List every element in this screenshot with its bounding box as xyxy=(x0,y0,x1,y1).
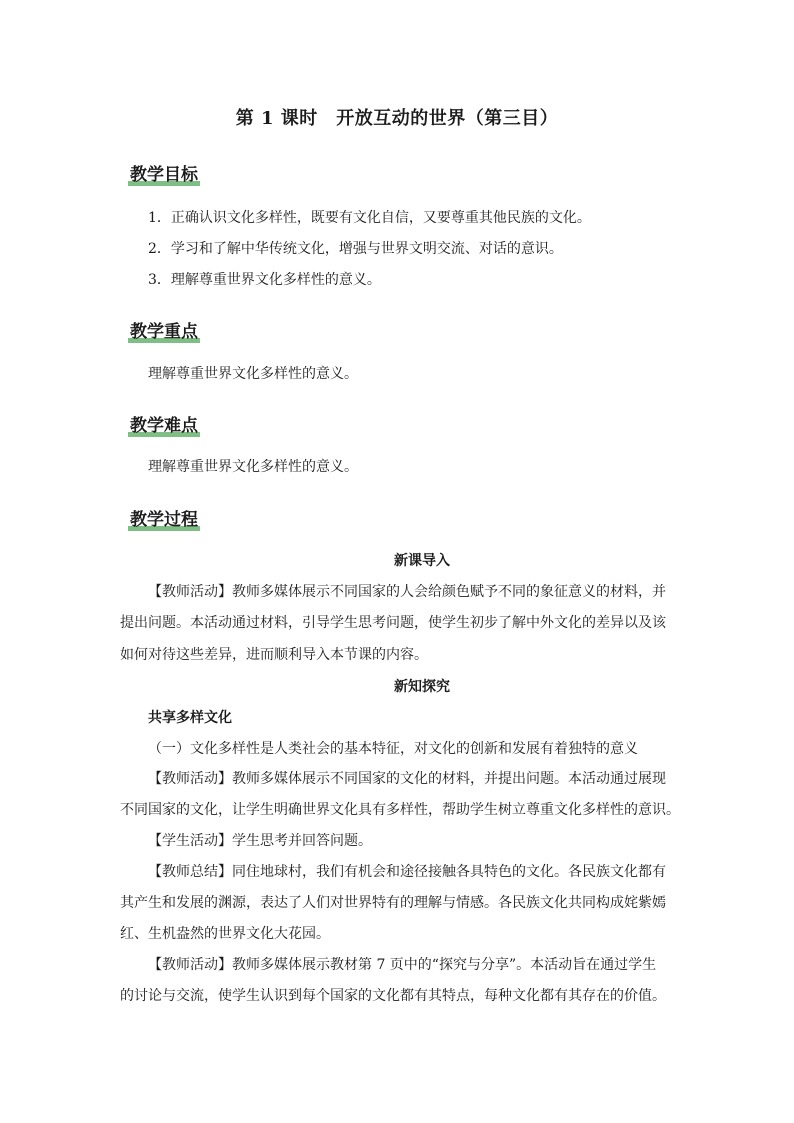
process-heading: 教学过程 xyxy=(128,505,200,531)
key-points-heading: 教学重点 xyxy=(128,317,200,343)
subheading: 共享多样文化 xyxy=(148,710,232,726)
objective-item: 2．学习和了解中华传统文化，增强与世界文明交流、对话的意识。 xyxy=(148,241,563,257)
point-text: （一）文化多样性是人类社会的基本特征，对文化的创新和发展有着独特的意义 xyxy=(148,741,638,757)
objective-item: 1．正确认识文化多样性，既要有文化自信，又要尊重其他民族的文化。 xyxy=(148,210,591,226)
key-points-text: 理解尊重世界文化多样性的意义。 xyxy=(148,366,358,382)
difficulties-heading: 教学难点 xyxy=(128,411,200,437)
intro-paragraph-line: 【教师活动】教师多媒体展示不同国家的人会给颜色赋予不同的象征意义的材料，并 xyxy=(148,584,666,600)
activity-paragraph-line: 【教师活动】教师多媒体展示不同国家的文化的材料，并提出问题。本活动通过展现 xyxy=(148,771,666,787)
summary-line: 红、生机盎然的世界文化大花园。 xyxy=(120,926,330,942)
objective-item: 3．理解尊重世界文化多样性的意义。 xyxy=(148,272,381,288)
page-title: 第 1 课时 开放互动的世界（第三目） xyxy=(235,108,559,129)
activity-paragraph-line: 不同国家的文化，让学生明确世界文化具有多样性，帮助学生树立尊重文化多样性的意识。 xyxy=(120,802,680,818)
objectives-heading: 教学目标 xyxy=(128,160,200,186)
activity-paragraph-line: 的讨论与交流，使学生认识到每个国家的文化都有其特点，每种文化都有其存在的价值。 xyxy=(120,988,666,1004)
summary-line: 其产生和发展的渊源，表达了人们对世界特有的理解与情感。各民族文化共同构成姹紫嫣 xyxy=(120,895,666,911)
explore-heading: 新知探究 xyxy=(394,679,450,695)
activity-paragraph-line: 【教师活动】教师多媒体展示教材第 7 页中的“探究与分享”。本活动旨在通过学生 xyxy=(148,957,657,973)
intro-paragraph-line: 提出问题。本活动通过材料，引导学生思考问题，使学生初步了解中外文化的差异以及该 xyxy=(120,615,666,631)
intro-heading: 新课导入 xyxy=(394,553,450,569)
student-activity: 【学生活动】学生思考并回答问题。 xyxy=(148,833,372,849)
difficulties-text: 理解尊重世界文化多样性的意义。 xyxy=(148,459,358,475)
summary-line: 【教师总结】同住地球村，我们有机会和途径接触各具特色的文化。各民族文化都有 xyxy=(148,864,666,880)
intro-paragraph-line: 如何对待这些差异，进而顺利导入本节课的内容。 xyxy=(120,647,428,663)
